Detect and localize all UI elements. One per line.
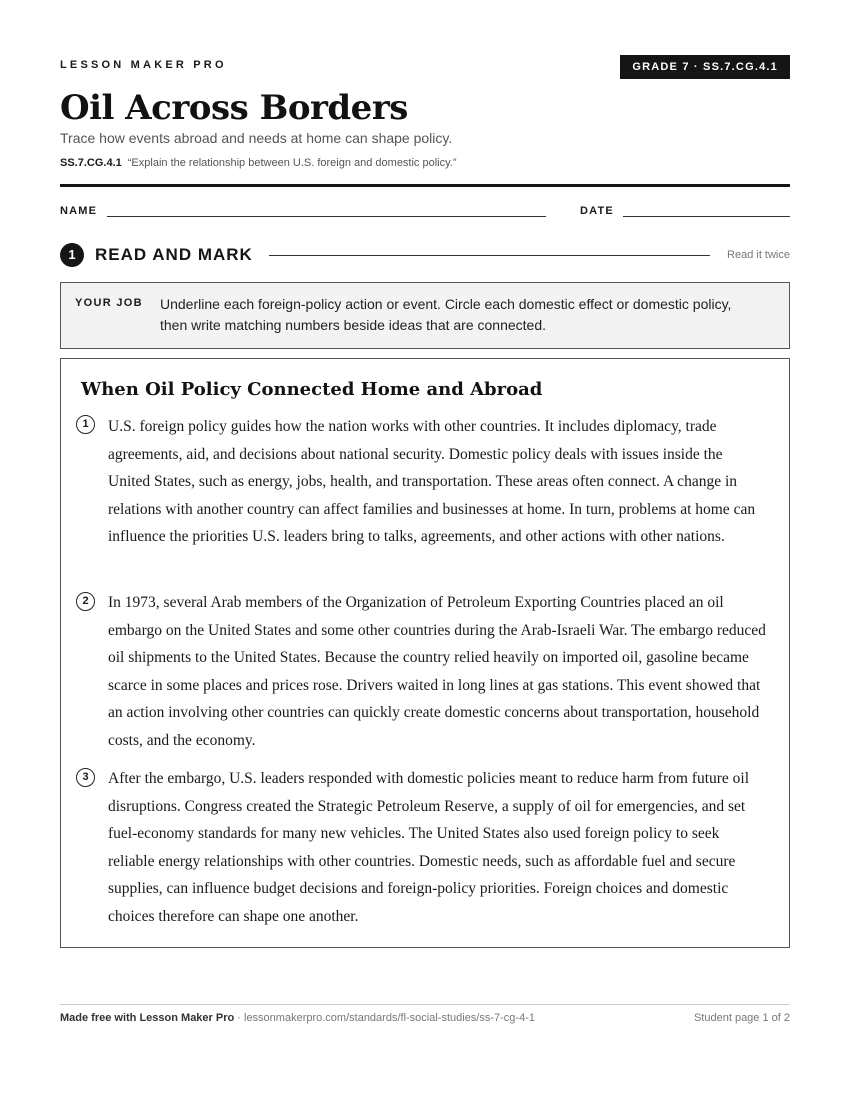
job-instructions-box xyxy=(60,282,790,349)
standard-line xyxy=(60,157,457,169)
section-divider xyxy=(269,255,710,256)
date-field[interactable] xyxy=(623,216,790,217)
reading-title: When Oil Policy Connected Home and Abroad xyxy=(81,379,543,400)
worksheet-page xyxy=(60,0,790,1100)
paragraph-1: U.S. foreign policy guides how the nation works with other countries. It includes diplomacy, trade agreements, aid, and decisions about national security. Domestic policy deals with issues inside the United States, such as energy, jobs, health, and transportation. These areas often connect. A change in relations with another country can affect families and businesses at home. In turn, problems at home can influence the priorities U.S. leaders bring to talks, agreements, and other actions with other nations. xyxy=(108,418,756,545)
footer-page-number: Student page 1 of 2 xyxy=(693,1012,790,1024)
standard-code: SS.7.CG.4.1 xyxy=(60,157,122,169)
paragraph-number-2: 2 xyxy=(76,592,95,611)
paragraph-2: In 1973, several Arab members of the Organization of Petroleum Exporting Countries placed an oil embargo on the United States and some other countries during the Arab-Israeli War. The embargo reduced oil shipments to the United States. Because the country relied heavily on imported oil, gasoline became scarce in some places and prices rose. Drivers waited in long lines at gas stations. This event showed that an action involving other countries can quickly create domestic concerns about transportation, household costs, and the economy. xyxy=(108,594,766,749)
footer-made-with: Made free with Lesson Maker Pro xyxy=(60,1012,235,1024)
paragraph-number-3: 3 xyxy=(76,768,95,787)
name-field[interactable] xyxy=(107,216,546,217)
grade-standard-badge: GRADE 7 · SS.7.CG.4.1 xyxy=(620,55,790,79)
worksheet-title: Oil Across Borders xyxy=(60,88,408,128)
footer-divider xyxy=(60,1004,790,1005)
job-label: YOUR JOB xyxy=(75,297,143,309)
paragraph-number-1: 1 xyxy=(76,415,95,434)
date-label: DATE xyxy=(580,205,614,217)
section-note: Read it twice xyxy=(727,249,790,261)
footer-url: · lessonmakerpro.com/standards/fl-social-studies/ss-7-cg-4-1 xyxy=(234,1012,535,1024)
step-number-badge: 1 xyxy=(60,243,84,267)
reading-passage-box xyxy=(60,358,790,948)
paragraph-3: After the embargo, U.S. leaders responded with domestic policies meant to reduce harm from future oil disruptions. Congress created the Strategic Petroleum Reserve, a supply of oil for emergencies, and set fuel-economy standards for many new vehicles. The United States also used foreign policy to seek reliable energy relationships with other countries. Domestic needs, such as affordable fuel and secure supplies, can influence budget decisions and foreign-policy priorities. Foreign choices and domestic choices therefore can shape one another. xyxy=(108,770,750,925)
header-divider xyxy=(60,184,790,187)
standard-text: “Explain the relationship between U.S. foreign and domestic policy.” xyxy=(127,157,457,169)
section-title: READ AND MARK xyxy=(95,245,253,264)
section-header xyxy=(60,243,790,267)
brand-name: LESSON MAKER PRO xyxy=(60,59,227,71)
job-text: Underline each foreign-policy action or event. Circle each domestic effect or domestic policy, then write matching numbers beside ideas that are connected. xyxy=(160,296,732,333)
worksheet-subtitle: Trace how events abroad and needs at home can shape policy. xyxy=(60,130,453,146)
name-label: NAME xyxy=(60,205,98,217)
footer-credit xyxy=(60,1012,535,1024)
